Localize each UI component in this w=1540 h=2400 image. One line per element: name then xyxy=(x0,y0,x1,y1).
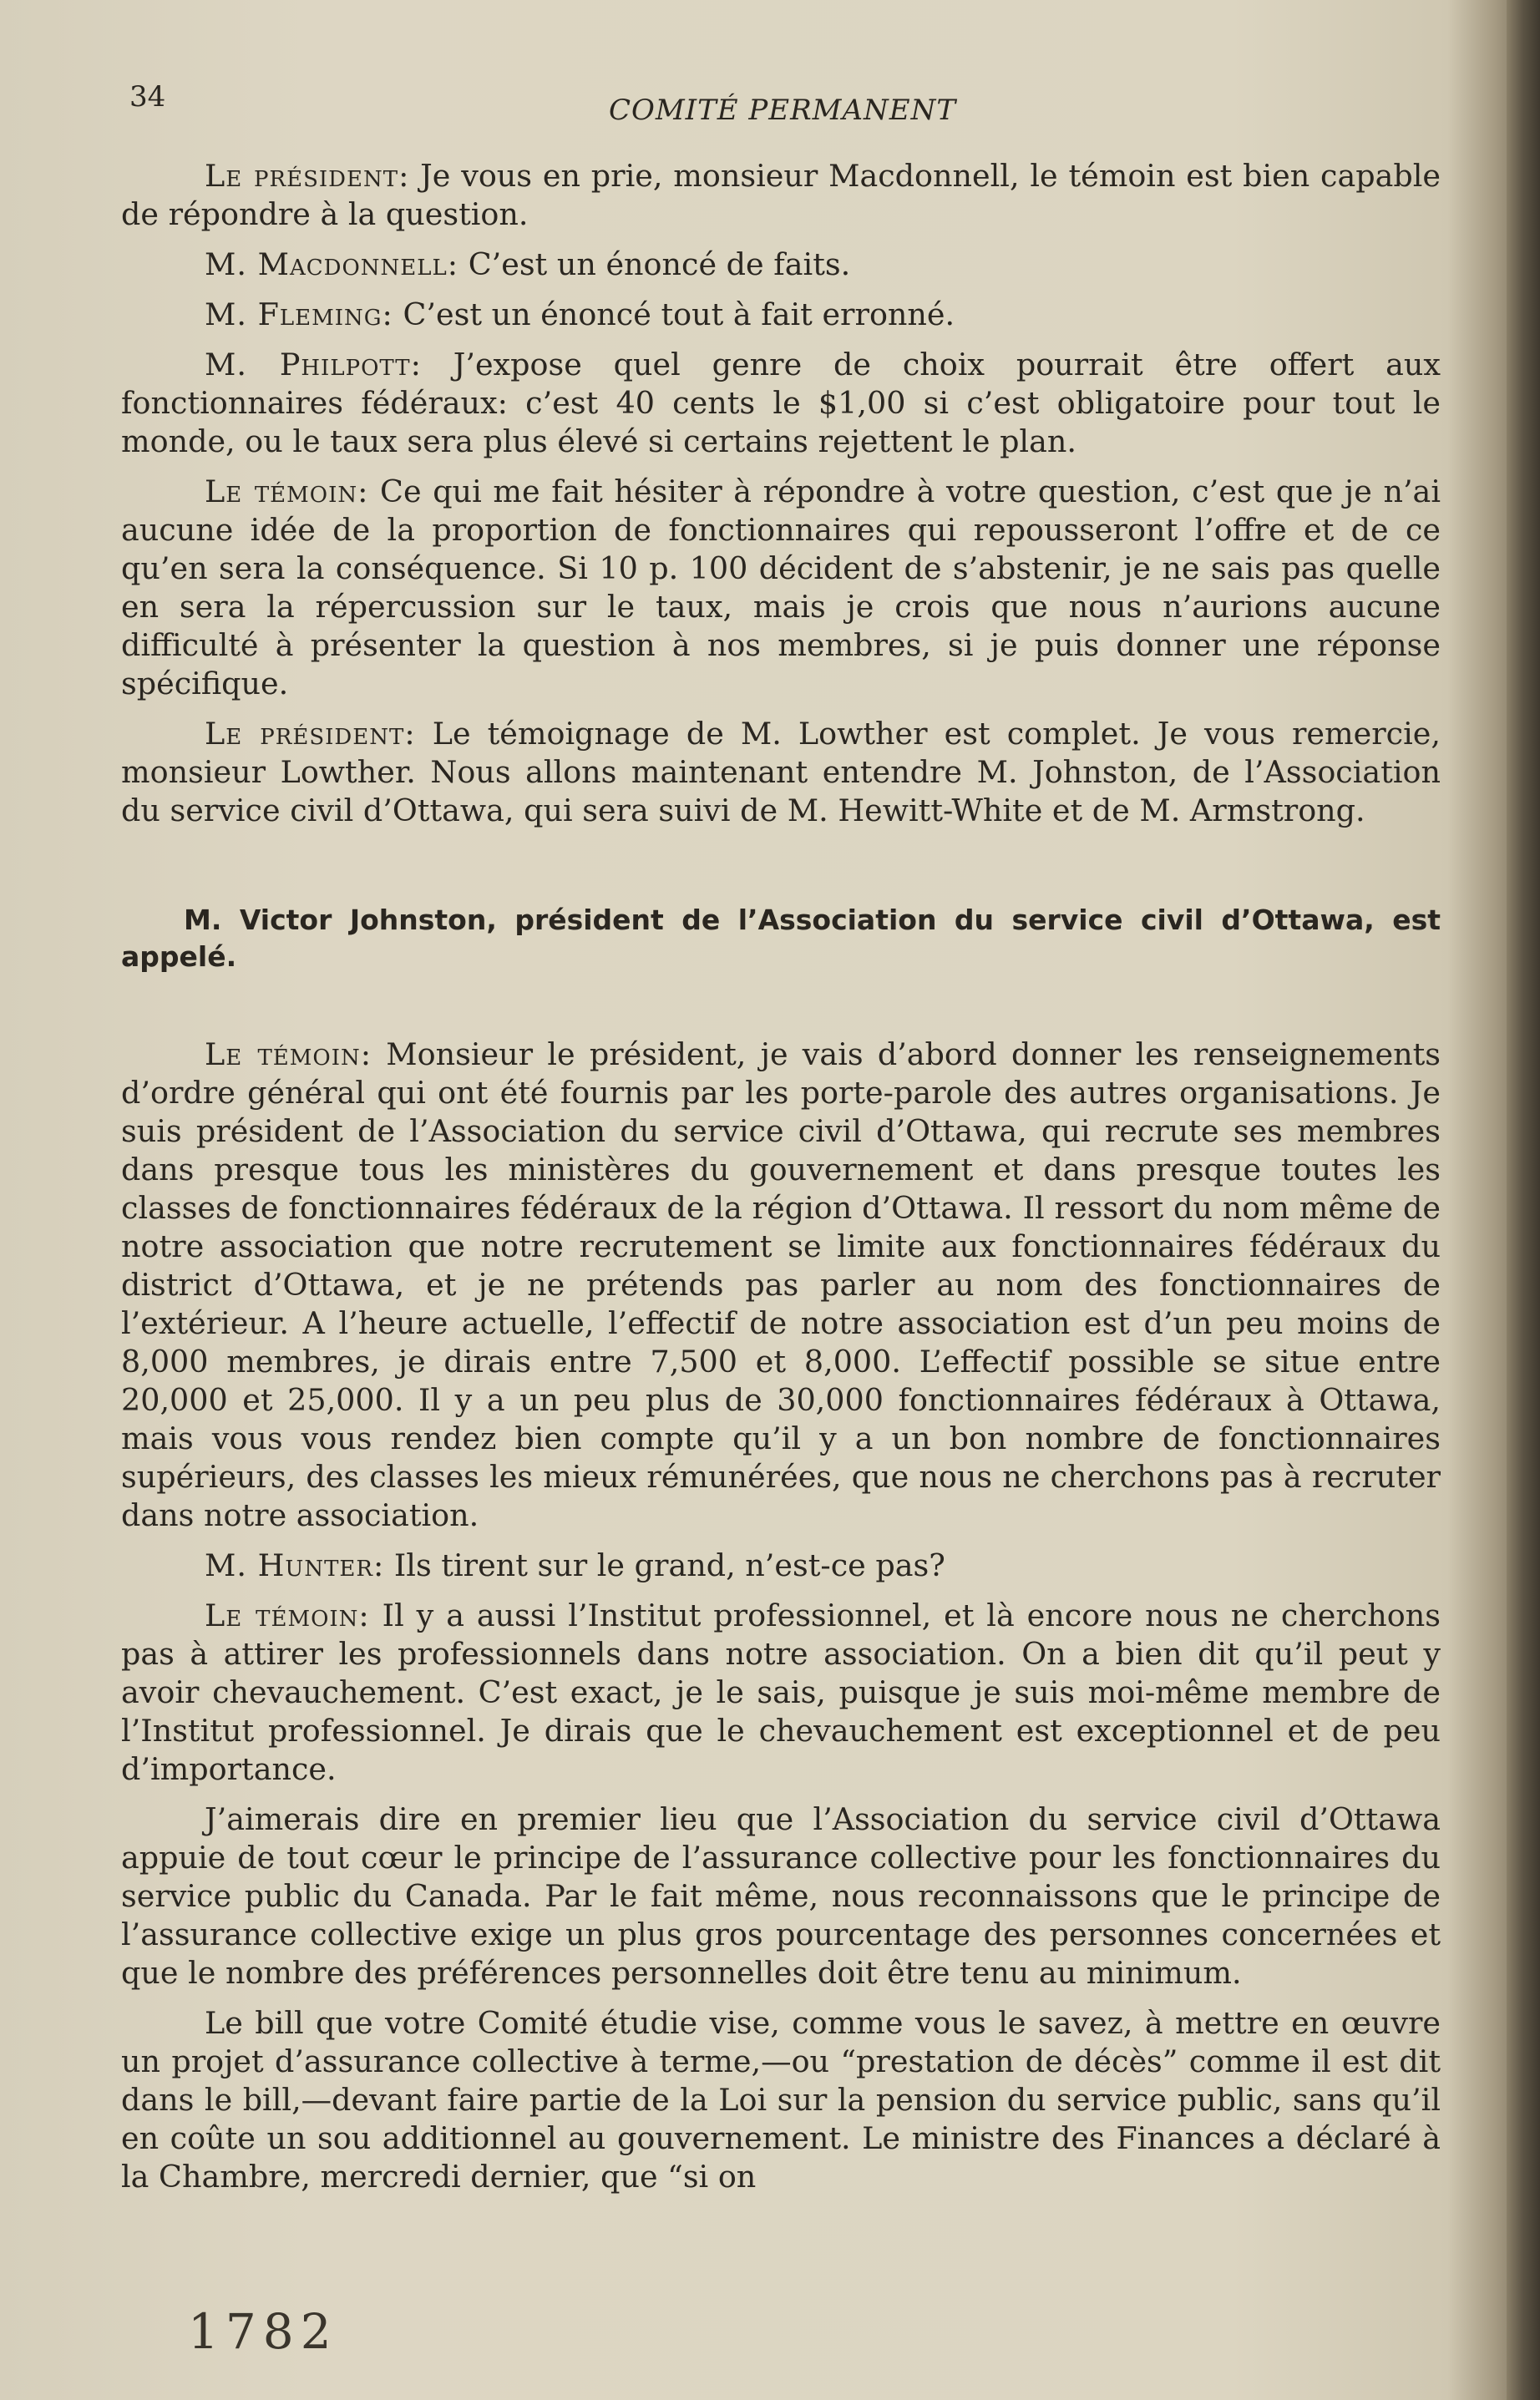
speaker-label: Le président: xyxy=(205,158,410,194)
speaker-label: M. Philpott: xyxy=(205,347,422,382)
speaker-label: Le témoin: xyxy=(205,473,369,509)
paragraph-text: C’est un énoncé de faits. xyxy=(458,246,851,282)
speaker-label: M. Macdonnell: xyxy=(205,246,459,282)
paragraph-macdonnell xyxy=(121,246,1441,284)
paragraph-temoin-2 xyxy=(121,1035,1441,1535)
paragraph-temoin-3 xyxy=(121,1597,1441,1789)
paragraph-bill: Le bill que votre Comité étudie vise, comme vous le savez, à mettre en œuvre un projet d’assurance collective à terme,—ou “prestation de décès” comme il est dit dans le bill,—devant faire partie de la Loi sur la pension du service public, sans qu’il en coûte un sou additionnel au gouvernement. Le ministre des Finances a déclaré à la Chambre, mercredi dernier, que “si on xyxy=(121,2005,1441,2195)
page-body xyxy=(121,157,1441,2208)
page-number: 34 xyxy=(129,80,166,114)
speaker-label: Le témoin: xyxy=(205,1597,370,1633)
paragraph-text: Monsieur le président, je vais d’abord donner les renseignements d’ordre général qui ont été fournis par les porte-parole des autres organisations. Je suis président de l’Association du service civil d’Ottawa, qui recrute ses membres dans presque tous les ministères du gouvernement et dans presque toutes les classes de fonctionnaires fédéraux de la région d’Ottawa. Il ressort du nom même de notre association que notre recrutement se limite aux fonctionnaires fédéraux du district d’Ottawa, et je ne prétends pas parler au nom des fonctionnaires de l’extérieur. A l’heure actuelle, l’effectif de notre association est d’un peu moins de 8,000 membres, je dirais entre 7,500 et 8,000. L’effectif possible se situe entre 20,000 et 25,000. Il y a un peu plus de 30,000 fonctionnaires fédéraux à Ottawa, mais vous vous rendez bien compte qu’il y a un bon nombre de fonctionnaires supérieurs, des classes les mieux rémunérées, que nous ne cherchons pas à recruter dans notre association. xyxy=(121,1036,1441,1533)
speaker-label: M. Hunter: xyxy=(205,1547,385,1583)
witness-heading: M. Victor Johnston, président de l’Association du service civil d’Ottawa, est appelé. xyxy=(121,904,1441,973)
speaker-label: M. Fleming: xyxy=(205,296,393,332)
paragraph-president-1 xyxy=(121,157,1441,234)
paragraph-text: J’expose quel genre de choix pourrait être offert aux fonctionnaires fédéraux: c’est 40 cents le $1,00 si c’est obligatoire pour tout le monde, ou le taux sera plus élevé si certains rejettent le plan. xyxy=(121,347,1441,459)
speaker-label: Le témoin: xyxy=(205,1036,372,1072)
paragraph-fleming xyxy=(121,296,1441,334)
paragraph-text: Ce qui me fait hésiter à répondre à votre question, c’est que je n’ai aucune idée de la proportion de fonctionnaires qui repousseront l’offre et de ce qu’en sera la conséquence. Si 10 p. 100 décident de s’abstenir, je ne sais pas quelle en sera la répercussion sur le taux, mais je crois que nous n’aurions aucune difficulté à présenter la question à nos membres, si je puis donner une réponse spécifique. xyxy=(121,473,1441,701)
paragraph-text: Le témoignage de M. Lowther est complet. Je vous remercie, monsieur Lowther. Nous allons maintenant entendre M. Johnston, de l’Association du service civil d’Ottawa, qui sera suivi de M. Hewitt-White et de M. Armstrong. xyxy=(121,716,1441,828)
book-spine-shadow xyxy=(1507,0,1540,2400)
paragraph-temoin-1 xyxy=(121,473,1441,703)
paragraph-text: Il y a aussi l’Institut professionnel, et là encore nous ne cherchons pas à attirer les professionnels dans notre association. On a bien dit qu’il peut y avoir chevauchement. C’est exact, je le sais, puisque je suis moi-même membre de l’Institut professionnel. Je dirais que le chevauchement est exceptionnel et de peu d’importance. xyxy=(121,1597,1441,1787)
paragraph-association: J’aimerais dire en premier lieu que l’Association du service civil d’Ottawa appuie de tout cœur le principe de l’assurance collective pour les fonctionnaires du service public du Canada. Par le fait même, nous reconnaissons que le principe de l’assurance collective exige un plus gros pourcentage des personnes concernées et que le nombre des préférences personnelles doit être tenu au minimum. xyxy=(121,1801,1441,1991)
paragraph-president-2 xyxy=(121,715,1441,830)
paragraph-philpott xyxy=(121,346,1441,461)
running-head: COMITÉ PERMANENT xyxy=(608,94,957,127)
paragraph-text: C’est un énoncé tout à fait erronné. xyxy=(393,296,955,332)
paragraph-text: Je vous en prie, monsieur Macdonnell, le témoin est bien capable de répondre à la question. xyxy=(121,158,1441,232)
paragraph-text: Ils tirent sur le grand, n’est-ce pas? xyxy=(384,1547,945,1583)
speaker-label: Le président: xyxy=(205,716,416,752)
print-signature-number: 1782 xyxy=(188,2303,338,2360)
paragraph-hunter xyxy=(121,1547,1441,1585)
